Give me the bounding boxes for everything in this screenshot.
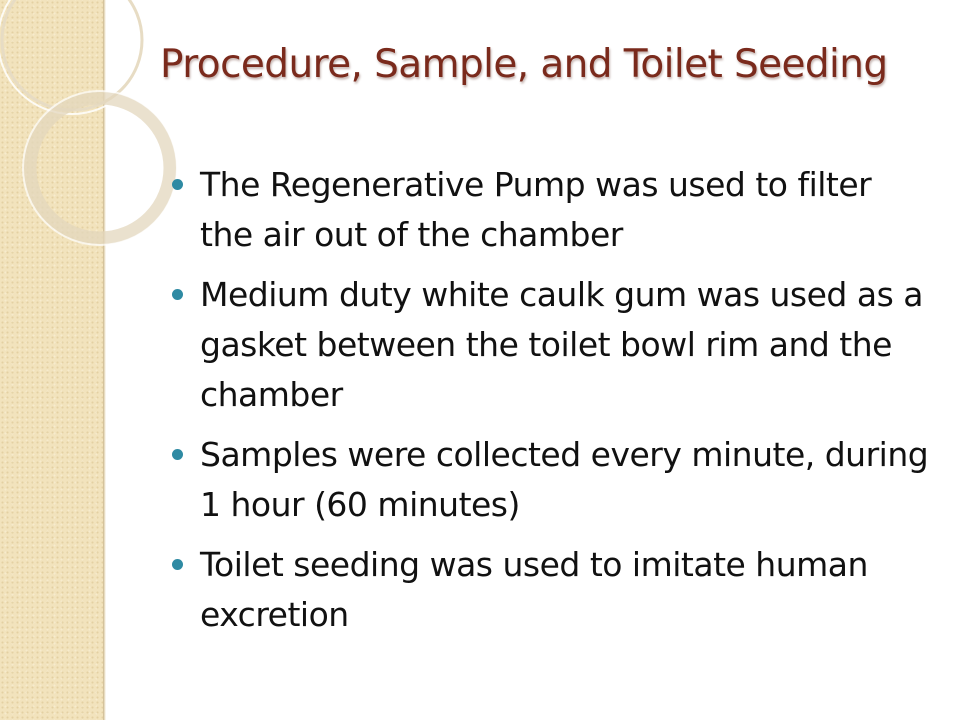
bullet-item	[170, 160, 930, 260]
bullet-text: Medium duty white caulk gum was used as a gasket between the toilet bowl rim and the chamber	[200, 275, 923, 414]
bullet-item	[170, 270, 930, 420]
round-bullet-icon	[172, 449, 183, 460]
round-bullet-icon	[172, 179, 183, 190]
decorative-ring-small-highlight	[23, 91, 177, 245]
bullet-text: Toilet seeding was used to imitate human excretion	[200, 545, 868, 634]
round-bullet-icon	[172, 289, 183, 300]
round-bullet-icon	[172, 559, 183, 570]
bullet-text: Samples were collected every minute, during 1 hour (60 minutes)	[200, 435, 929, 524]
bullet-item	[170, 540, 930, 640]
bullet-list	[170, 160, 930, 650]
slide-title: Procedure, Sample, and Toilet Seeding	[160, 42, 888, 87]
decorative-rings	[0, 0, 160, 260]
bullet-text: The Regenerative Pump was used to filter the air out of the chamber	[200, 165, 872, 254]
decorative-ring-small	[30, 98, 170, 238]
bullet-item	[170, 430, 930, 530]
